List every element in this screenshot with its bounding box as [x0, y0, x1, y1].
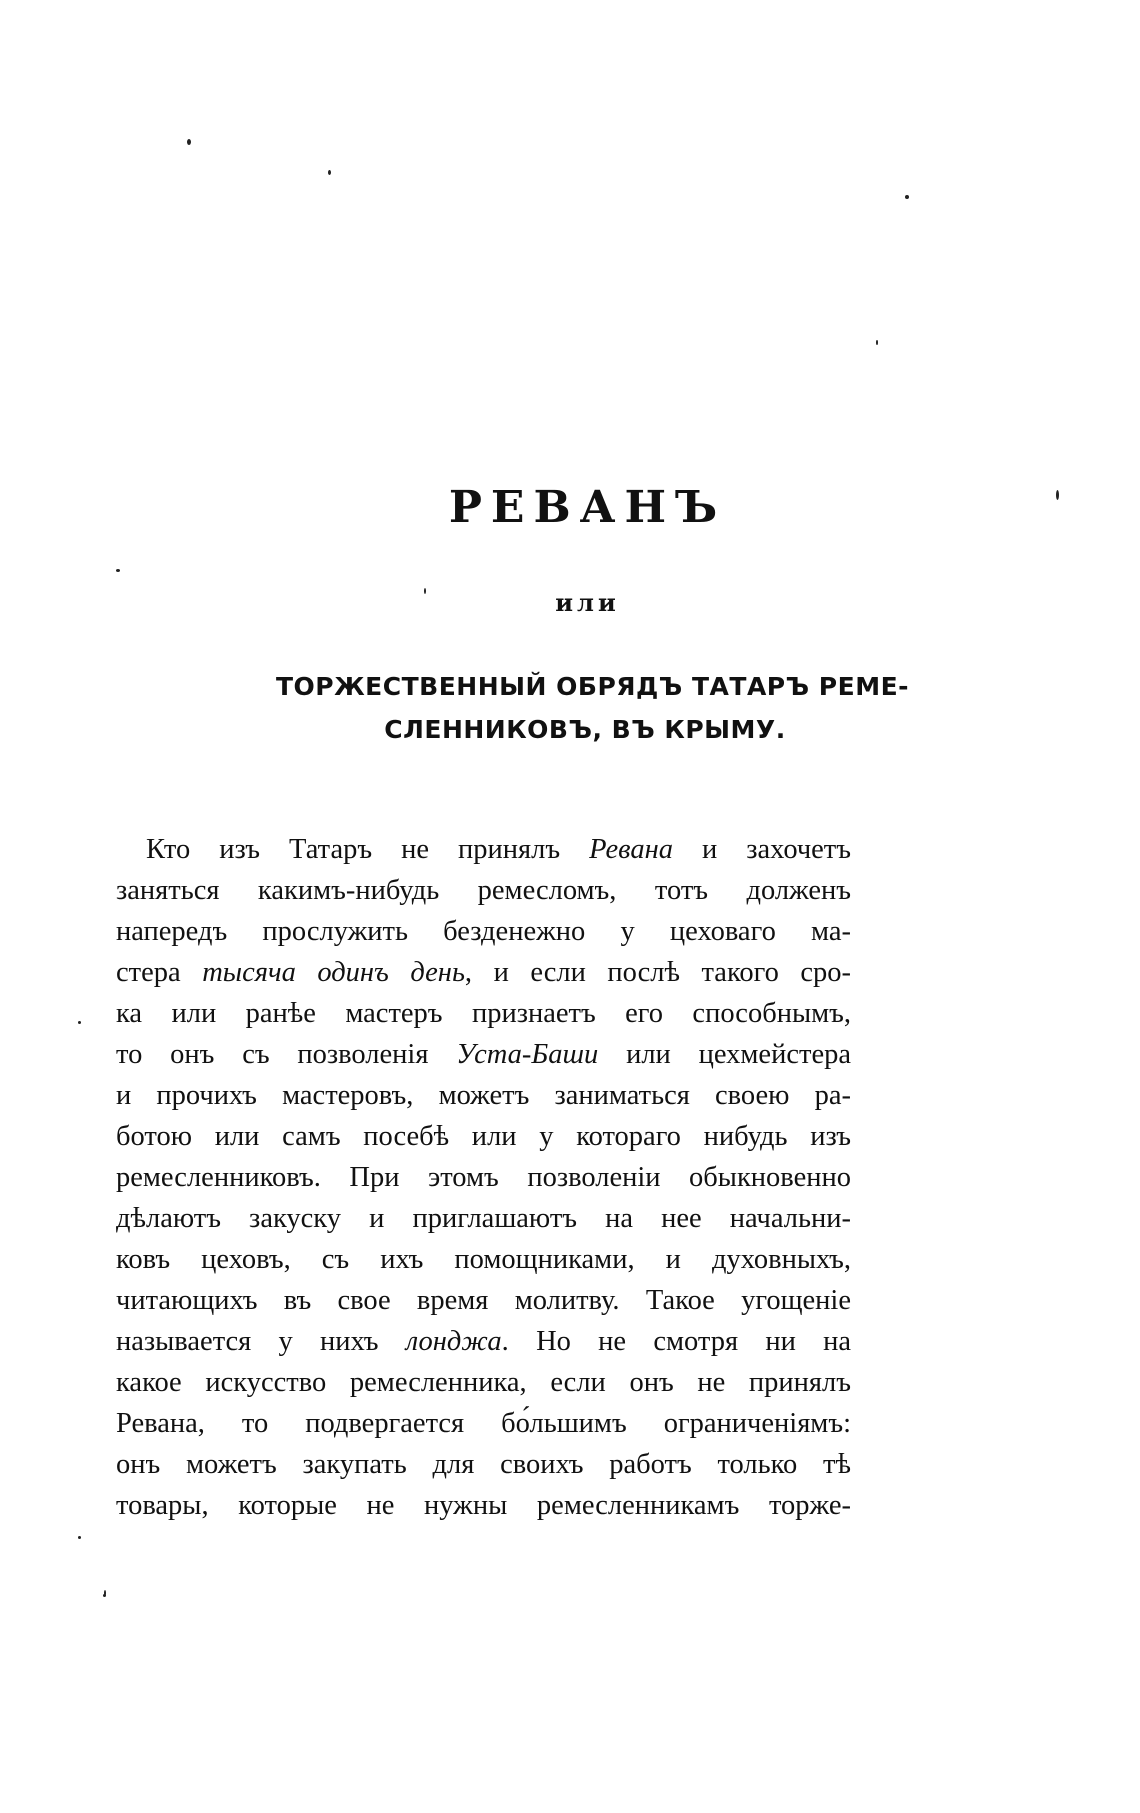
body-line: дѣлаютъ закуску и приглашаютъ на нее начальни- [116, 1203, 851, 1234]
body-line: Ревана, то подвергается бо́льшимъ ограниченіямъ: [116, 1408, 851, 1439]
body-line: напередъ прослужить безденежно у цеховаго ма- [116, 916, 851, 947]
scan-speck [876, 340, 878, 345]
scan-speck [104, 1590, 106, 1596]
body-line: товары, которые не нужны ремесленникамъ торже- [116, 1490, 851, 1521]
body-line: какое искусство ремесленника, если онъ не принялъ [116, 1367, 851, 1398]
scan-speck [78, 1021, 81, 1024]
body-line: называется у нихъ лонджа. Но не смотря ни на [116, 1326, 851, 1357]
body-line: и прочихъ мастеровъ, можетъ заниматься своею ра- [116, 1080, 851, 1111]
body-line: ка или ранѣе мастеръ признаетъ его способнымъ, [116, 998, 851, 1029]
chapter-title: РЕВАНЪ [448, 482, 727, 533]
scan-speck [187, 139, 191, 145]
body-line: стера тысяча одинъ день, и если послѣ такого сро- [116, 957, 852, 988]
body-line: онъ можетъ закупать для своихъ работъ только тѣ [116, 1449, 851, 1480]
body-line: ботою или самъ посебѣ или у котораго нибудь изъ [116, 1121, 851, 1152]
scan-speck [328, 170, 331, 175]
body-line: Кто изъ Татаръ не принялъ Ревана и захочетъ [146, 834, 852, 865]
body-line: заняться какимъ-нибудь ремесломъ, тотъ долженъ [116, 875, 851, 906]
body-line: ремесленниковъ. При этомъ позволеніи обыкновенно [116, 1162, 851, 1193]
title-conjunction: или [555, 588, 620, 617]
body-line: ковъ цеховъ, съ ихъ помощниками, и духовныхъ, [116, 1244, 851, 1275]
body-line: то онъ съ позволенія Уста-Баши или цехмейстера [116, 1039, 851, 1070]
subtitle-line: ТОРЖЕСТВЕННЫЙ ОБРЯДЪ ТАТАРЪ РЕМЕ- [275, 672, 910, 701]
scan-speck [905, 195, 909, 199]
scan-speck [116, 569, 120, 572]
scan-speck [78, 1536, 81, 1539]
body-line: читающихъ въ свое время молитву. Такое угощеніе [116, 1285, 851, 1316]
subtitle-line: СЛЕННИКОВЪ, ВЪ КРЫМУ. [384, 715, 786, 744]
